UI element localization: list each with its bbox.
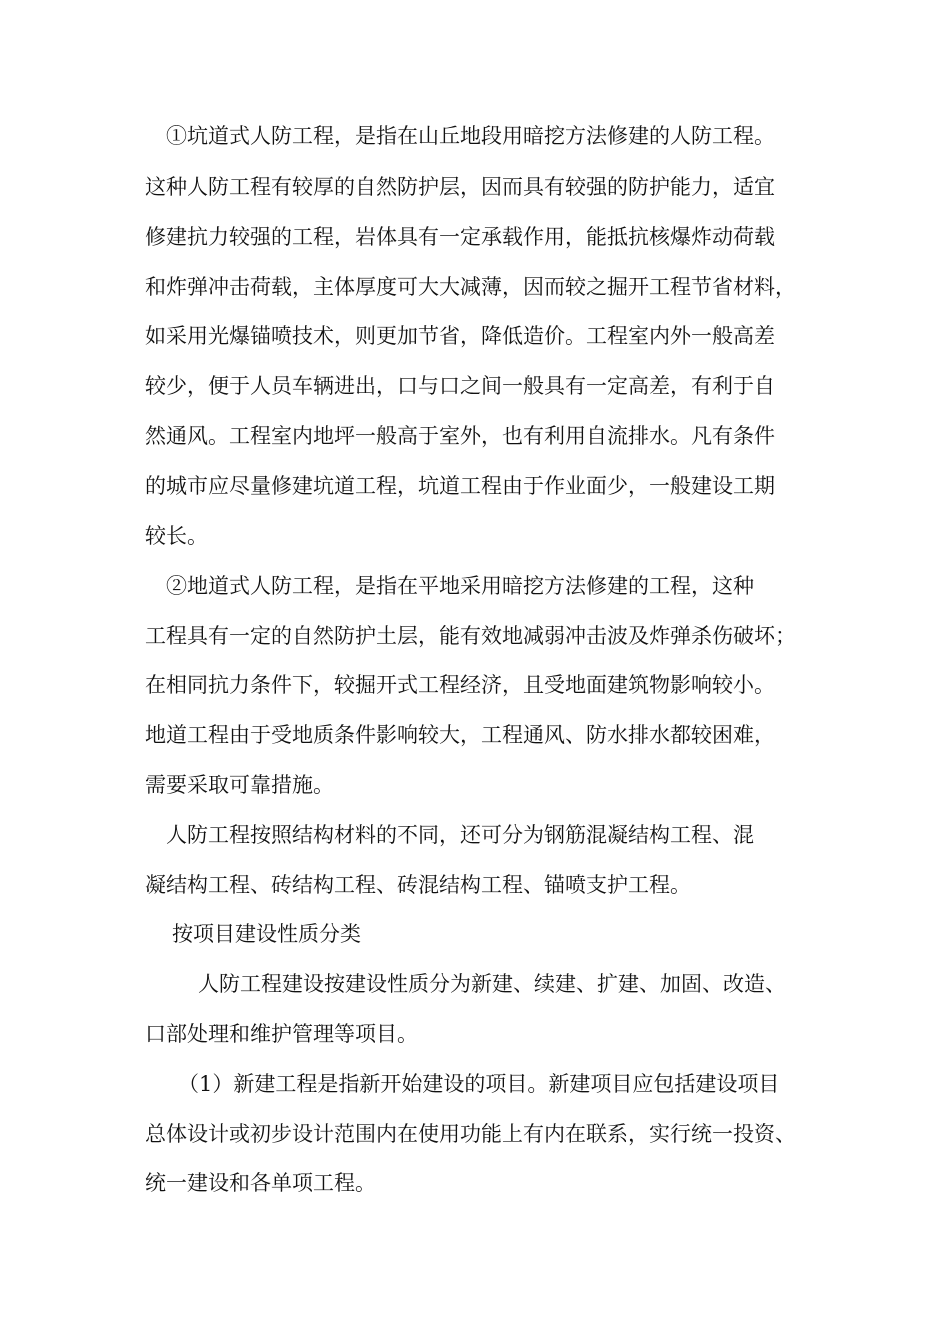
- text-line: 然通风。工程室内地坪一般高于室外，也有利用自流排水。凡有条件: [145, 424, 775, 448]
- text-line: （1）新建工程是指新开始建设的项目。新建项目应包括建设项目: [178, 1072, 780, 1096]
- text-line: 人防工程按照结构材料的不同，还可分为钢筋混凝结构工程、混: [166, 823, 754, 847]
- section-heading: 按项目建设性质分类: [172, 922, 361, 946]
- text-line: 地道工程由于受地质条件影响较大，工程通风、防水排水都较困难，: [145, 723, 775, 747]
- text-line: 总体设计或初步设计范围内在使用功能上有内在联系，实行统一投资、: [145, 1122, 796, 1146]
- text-line: 修建抗力较强的工程，岩体具有一定承载作用，能抵抗核爆炸动荷载: [145, 225, 775, 249]
- text-line: 人防工程建设按建设性质分为新建、续建、扩建、加固、改造、: [198, 972, 786, 996]
- text-line: 需要采取可靠措施。: [145, 773, 334, 797]
- text-line: 较长。: [145, 524, 208, 548]
- text-line: 如采用光爆锚喷技术，则更加节省，降低造价。工程室内外一般高差: [145, 324, 775, 348]
- text-line: ①坑道式人防工程，是指在山丘地段用暗挖方法修建的人防工程。: [166, 124, 775, 148]
- text-line: 口部处理和维护管理等项目。: [145, 1022, 418, 1046]
- text-line: 凝结构工程、砖结构工程、砖混结构工程、锚喷支护工程。: [145, 873, 691, 897]
- text-line: 和炸弹冲击荷载，主体厚度可大大减薄，因而较之掘开工程节省材料，: [145, 275, 796, 299]
- text-line: 在相同抗力条件下，较掘开式工程经济，且受地面建筑物影响较小。: [145, 673, 775, 697]
- text-line: 统一建设和各单项工程。: [145, 1171, 376, 1195]
- text-line: 的城市应尽量修建坑道工程，坑道工程由于作业面少，一般建设工期: [145, 474, 775, 498]
- text-line: ②地道式人防工程，是指在平地采用暗挖方法修建的工程，这种: [166, 574, 754, 598]
- text-line: 这种人防工程有较厚的自然防护层，因而具有较强的防护能力，适宜: [145, 175, 775, 199]
- text-line: 较少，便于人员车辆进出，口与口之间一般具有一定高差，有利于自: [145, 374, 775, 398]
- text-line: 工程具有一定的自然防护土层，能有效地减弱冲击波及炸弹杀伤破坏；: [145, 624, 796, 648]
